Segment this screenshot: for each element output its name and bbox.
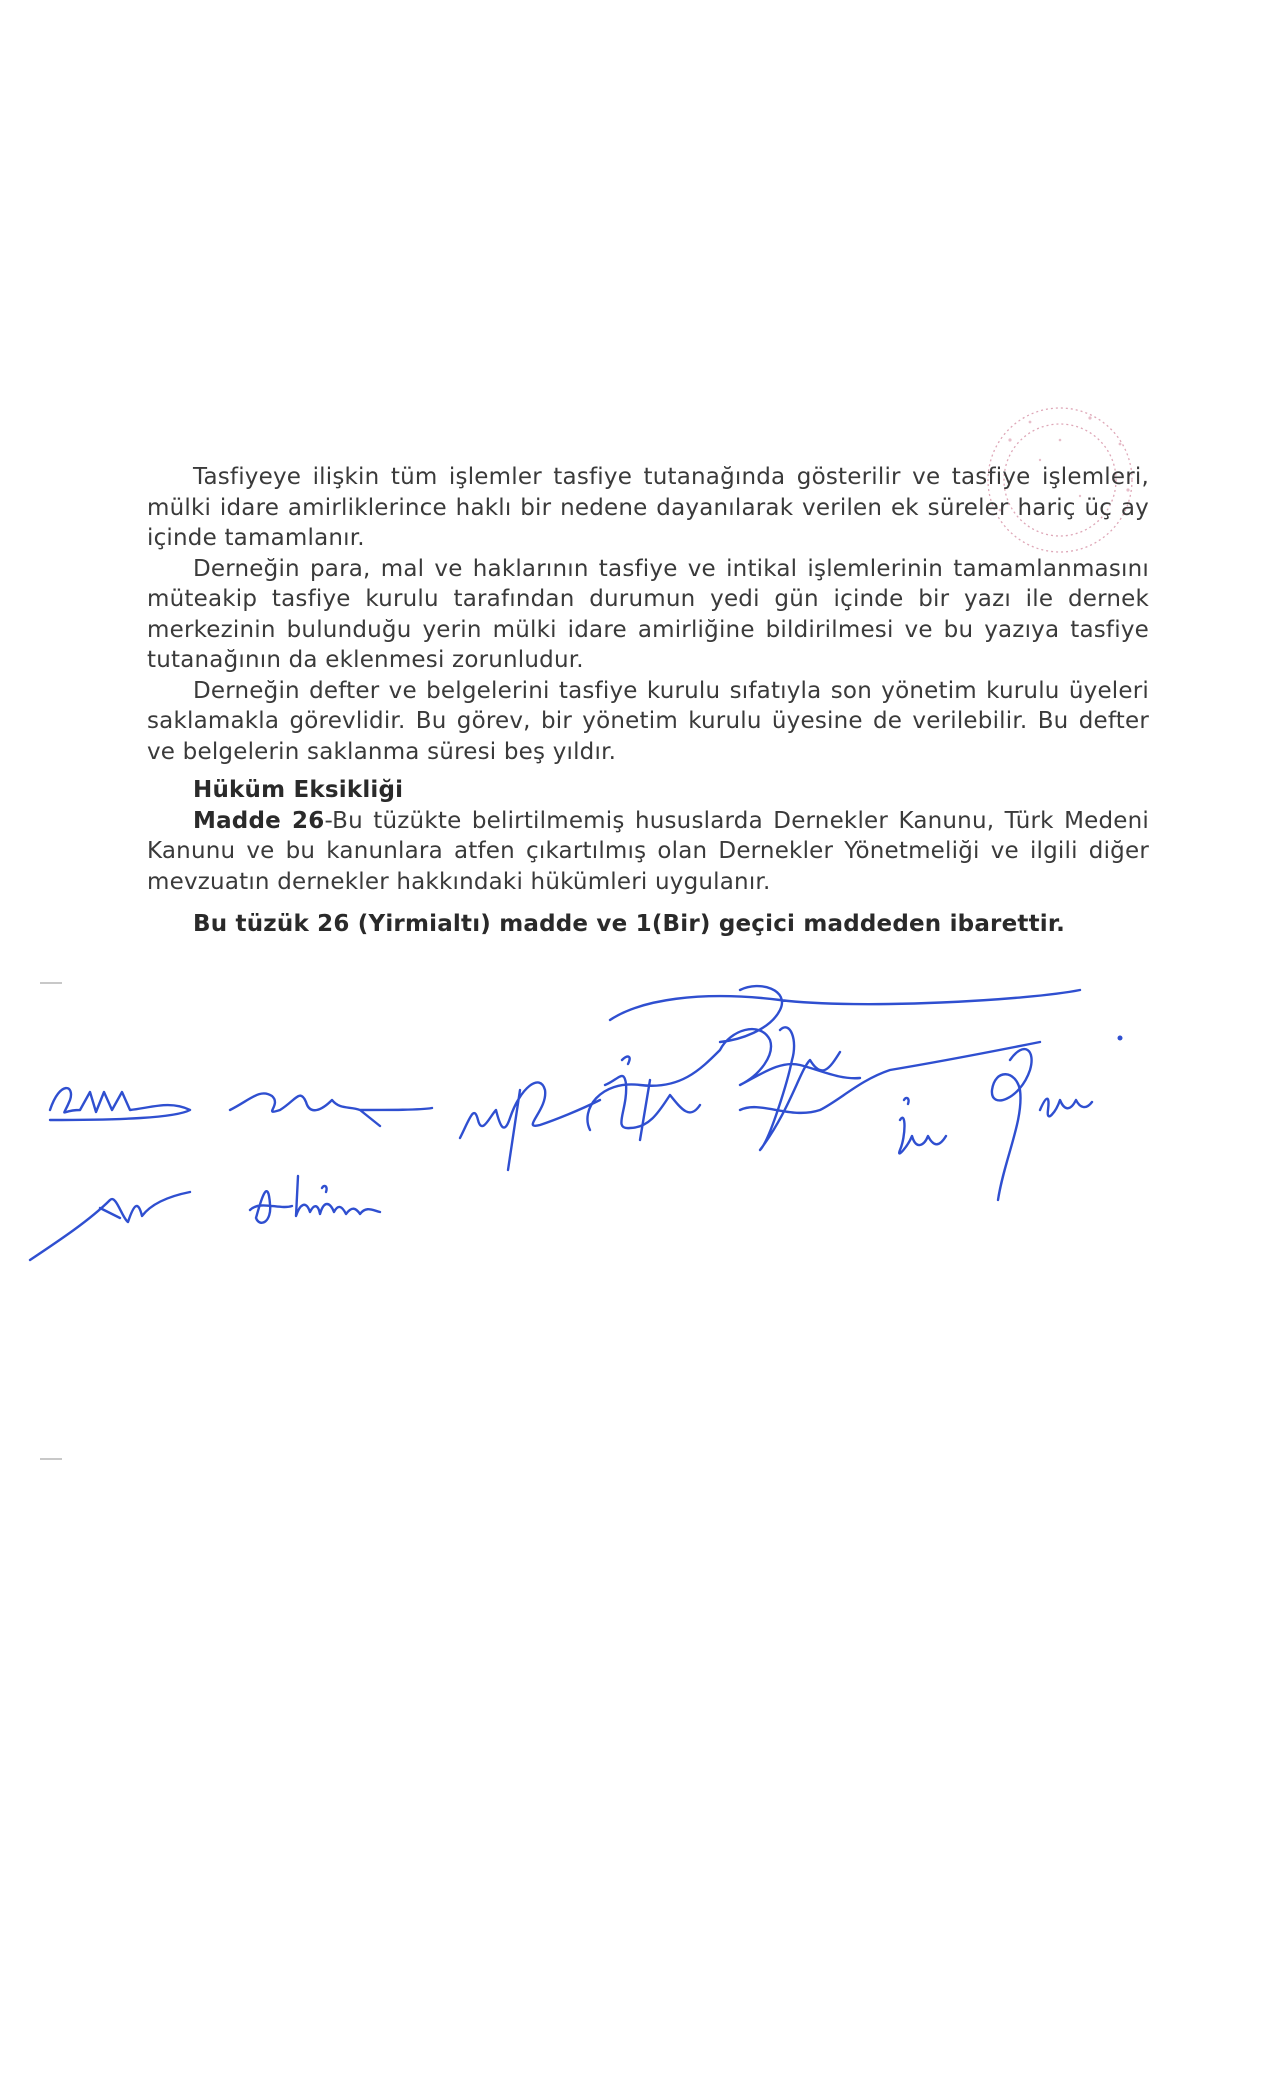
ink-dot (1118, 1036, 1123, 1041)
scan-mark-top (40, 982, 62, 984)
signatures-area (0, 960, 1275, 1280)
article-text: -Bu tüzükte belirtilmemiş hususlarda Dernekler Kanunu, Türk Medeni Kanunu ve bu kanunlara atfen çıkartılmış olan Dernekler Yönetmeliği ve ilgili diğer mevzuatın dernekler hakkındaki hükümleri uygulanır. (147, 807, 1149, 895)
signature-2 (230, 1093, 432, 1126)
signature-7 (899, 1098, 946, 1154)
closing-statement: Bu tüzük 26 (Yirmialtı) madde ve 1(Bir) geçici maddeden ibarettir. (193, 911, 1066, 937)
paragraph-record-keeping: Derneğin defter ve belgelerini tasfiye kurulu sıfatıyla son yönetim kurulu üyeleri saklamakla görevlidir. Bu görev, bir yönetim kurulu üyesine de verilebilir. Bu defter ve belgelerin saklanma süresi beş yıldır. (147, 677, 1149, 765)
signature-9 (30, 1192, 190, 1260)
paragraph-liquidation-procedures: Tasfiyeye ilişkin tüm işlemler tasfiye tutanağında gösterilir ve tasfiye işlemleri, mülki idare amirliklerince haklı bir nedene dayanılarak verilen ek süreler hariç üç ay içinde tamamlanır. (147, 464, 1149, 551)
document-body (147, 462, 1149, 940)
signature-6 (740, 1027, 1040, 1150)
scan-mark-bottom (40, 1458, 62, 1460)
signature-8 (992, 1049, 1092, 1200)
signature-1 (50, 1088, 190, 1120)
article-26 (147, 806, 1149, 898)
paragraph-liquidation-notification: Derneğin para, mal ve haklarının tasfiye ve intikal işlemlerinin tamamlanmasını müteakip tasfiye kurulu tarafından durumun yedi gün içinde bir yazı ile dernek merkezinin bulunduğu yerin mülki idare amirliğine bildirilmesi ve bu yazıya tasfiye tutanağının da eklenmesi zorunludur. (147, 555, 1149, 673)
section-heading: Hüküm Eksikliği (193, 777, 404, 803)
signature-3 (460, 1082, 600, 1170)
signature-4 (605, 1057, 700, 1140)
article-label: Madde 26 (193, 807, 325, 834)
signature-10 (250, 1176, 380, 1223)
